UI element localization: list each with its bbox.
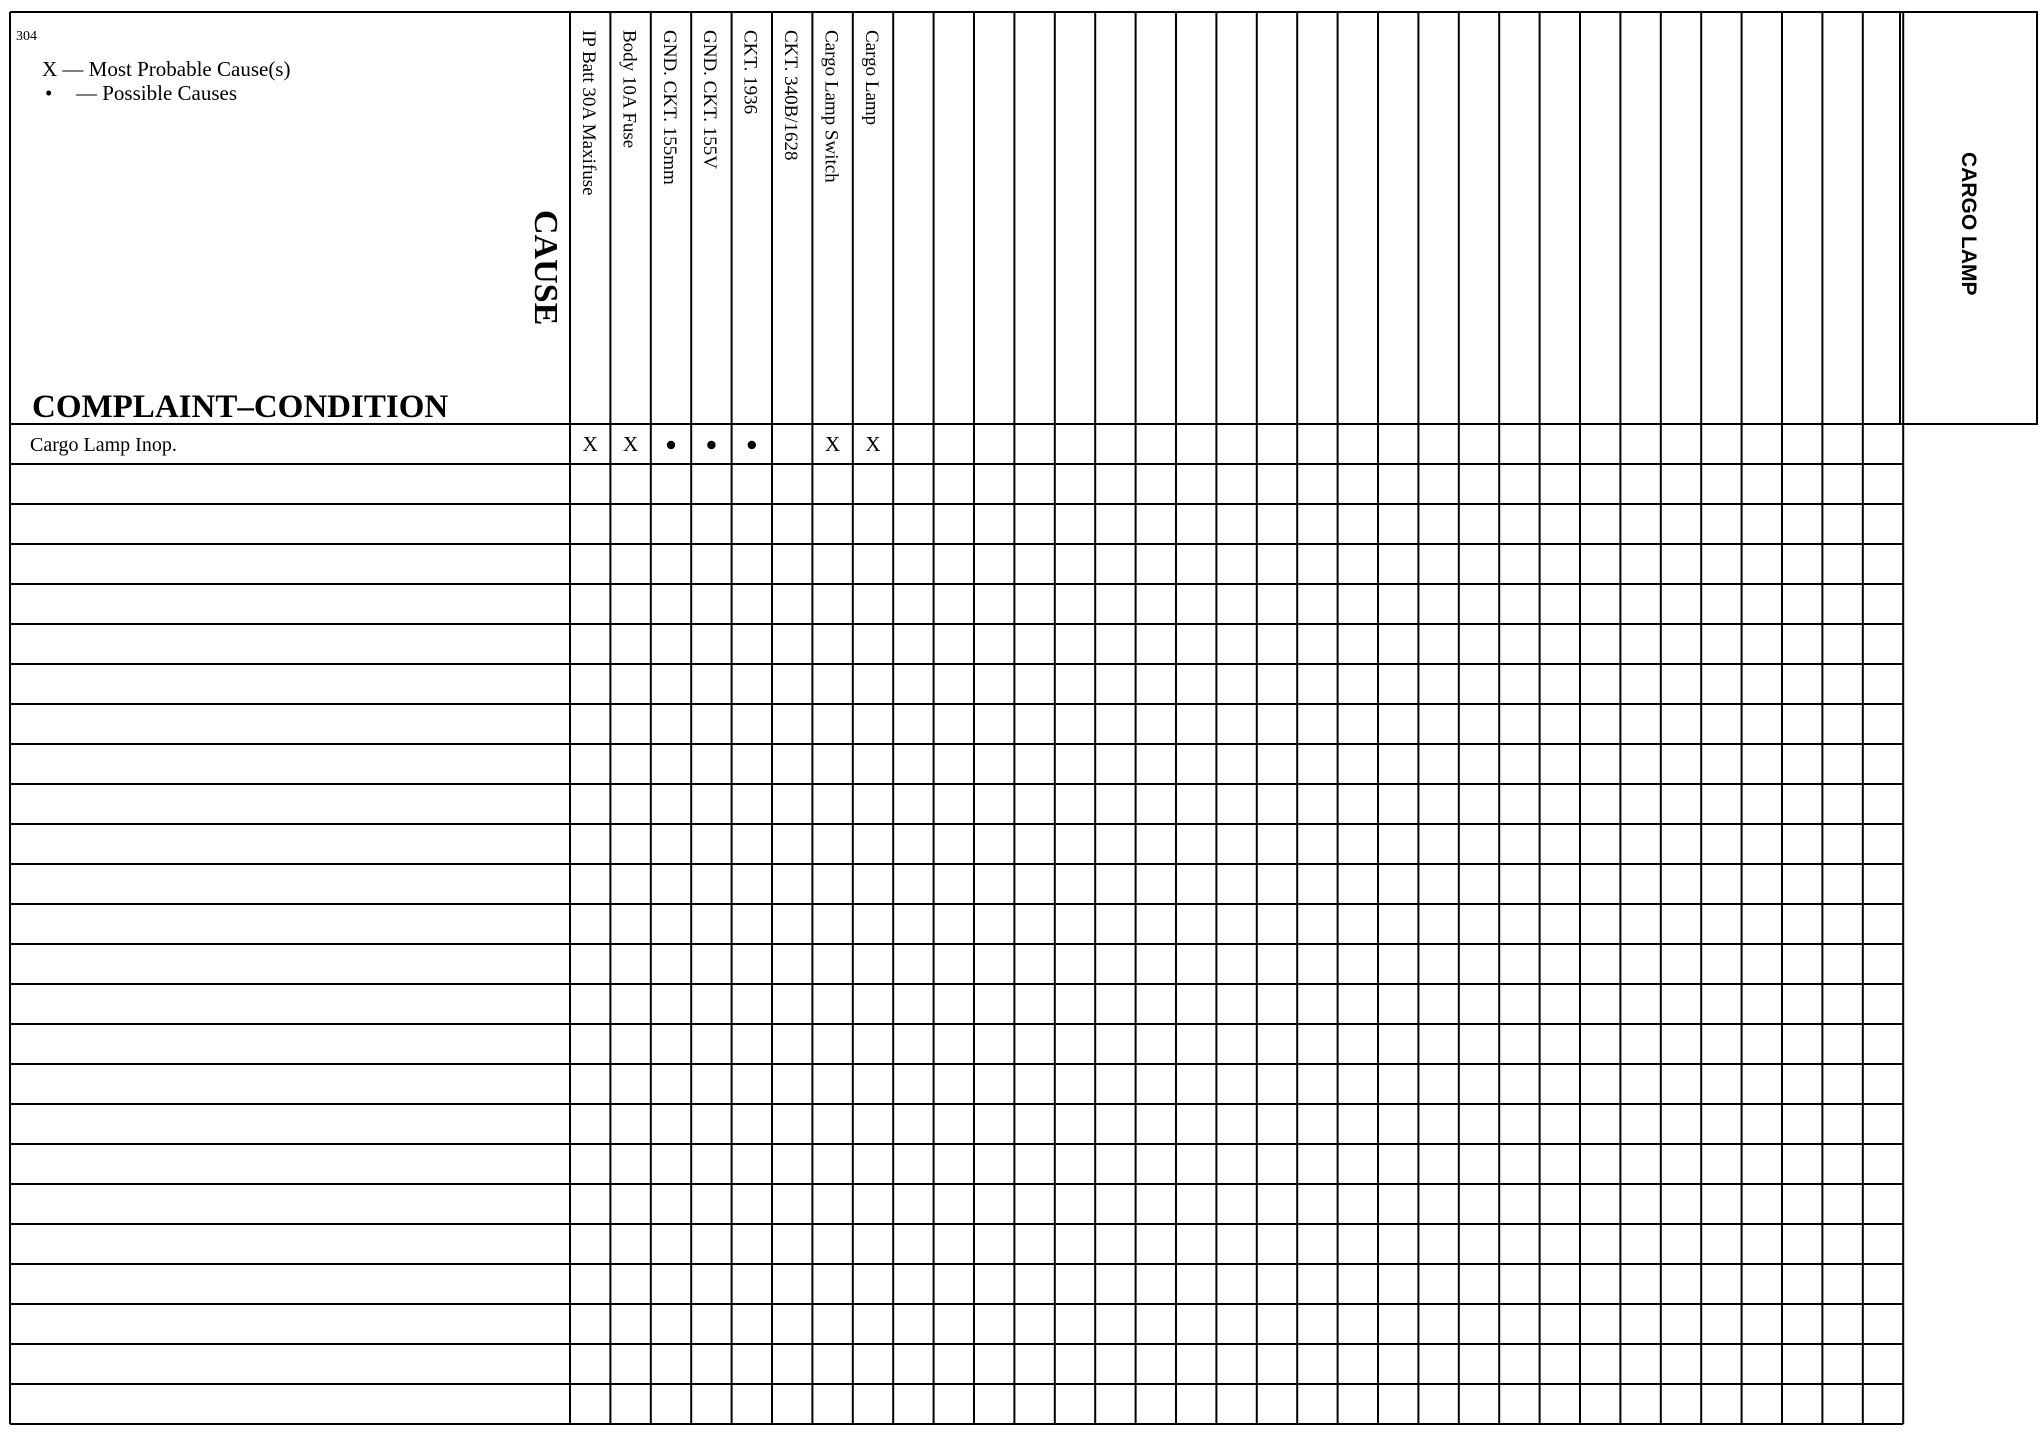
grid-lines xyxy=(10,12,1903,1424)
cause-heading: CAUSE xyxy=(527,210,564,326)
cause-label: Cargo Lamp xyxy=(860,30,882,126)
cause-labels xyxy=(578,30,882,196)
cause-label: CKT. 1936 xyxy=(739,30,761,115)
possible-cause-dot xyxy=(707,441,715,449)
probable-cause-mark: X xyxy=(623,432,639,456)
possible-cause-dot xyxy=(667,441,675,449)
legend-possible-symbol: • xyxy=(45,81,53,105)
cause-label: Cargo Lamp Switch xyxy=(820,30,842,183)
cause-label: IP Batt 30A Maxifuse xyxy=(578,30,599,196)
complaint-list xyxy=(30,434,177,456)
complaint-text: Cargo Lamp Inop. xyxy=(30,434,177,456)
cause-label: CKT. 340B/1628 xyxy=(780,30,801,161)
complaint-heading: COMPLAINT–CONDITION xyxy=(32,389,449,425)
cause-label: GND. CKT. 155mm xyxy=(658,30,680,185)
side-tab-label: CARGO LAMP xyxy=(1957,152,1980,296)
probable-cause-mark: X xyxy=(865,432,881,456)
page-number: 304 xyxy=(16,29,37,44)
possible-cause-dot xyxy=(748,441,756,449)
probable-cause-mark: X xyxy=(582,432,598,456)
legend-most-probable: X — Most Probable Cause(s) xyxy=(42,57,291,81)
cause-label: Body 10A Fuse xyxy=(618,30,640,149)
probable-cause-mark: X xyxy=(825,432,841,456)
legend-possible: — Possible Causes xyxy=(76,81,238,105)
cause-label: GND. CKT. 155V xyxy=(699,30,721,169)
